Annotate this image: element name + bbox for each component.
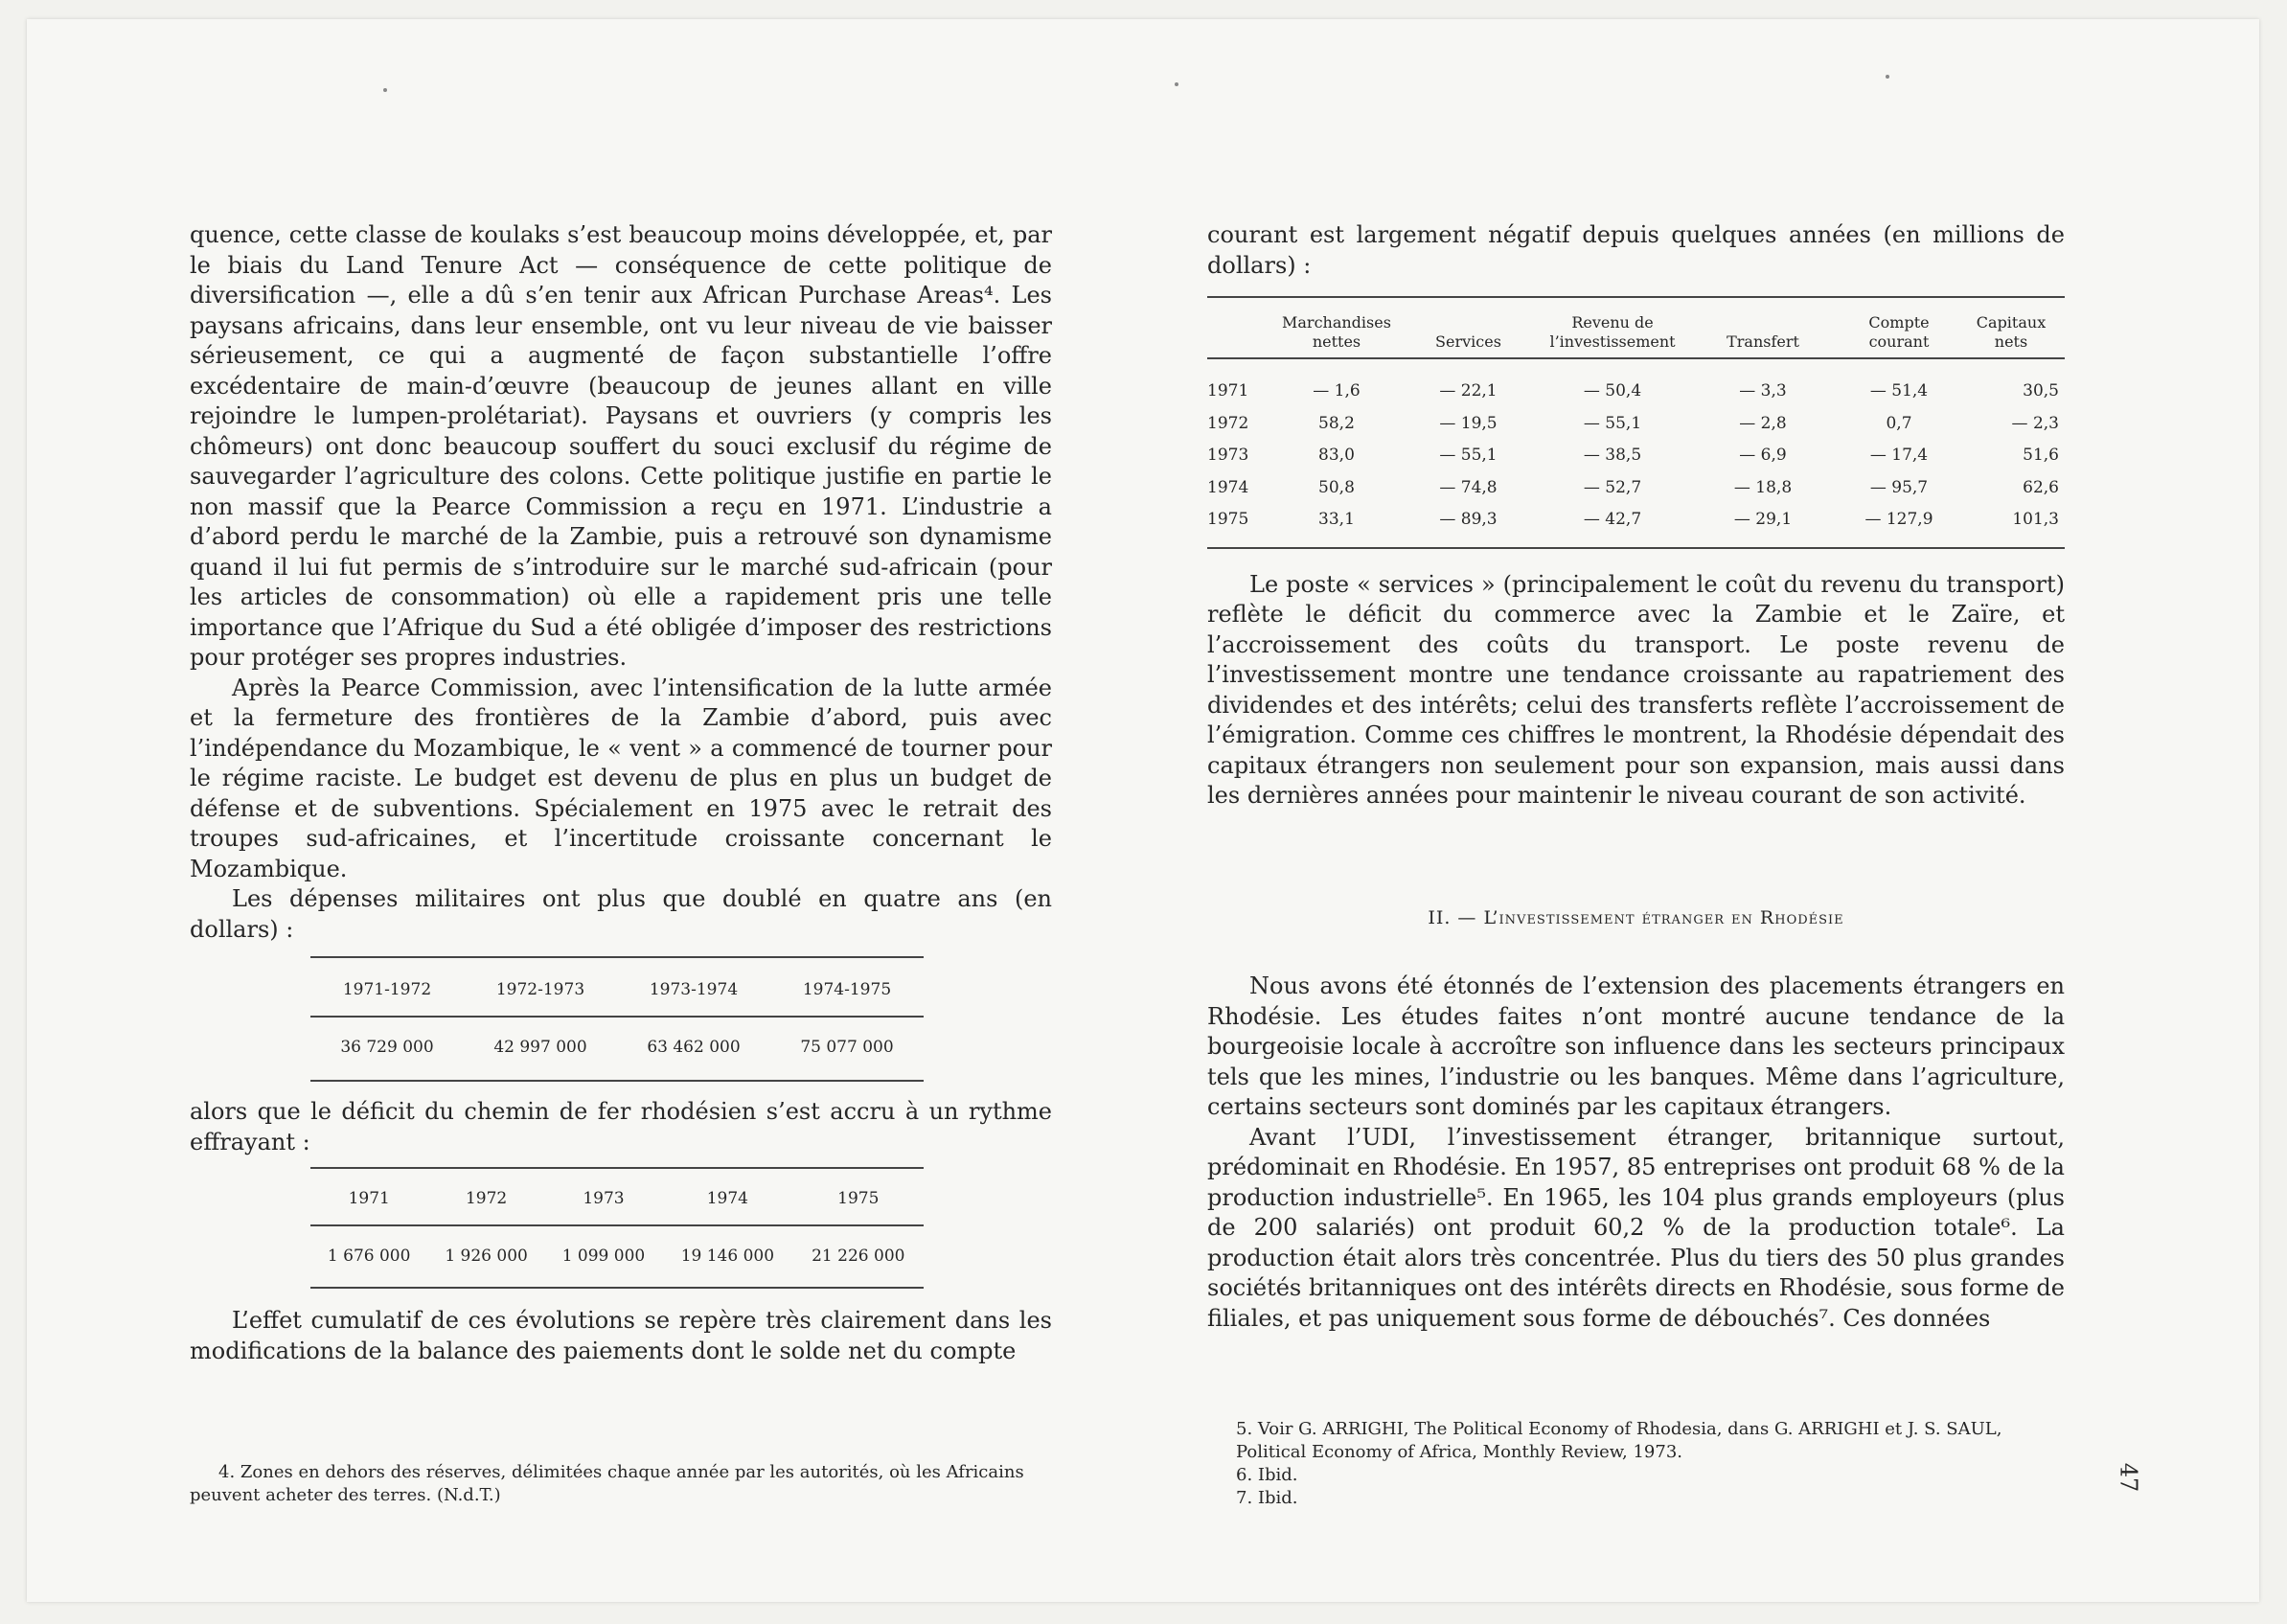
table-header-cell: Marchandises nettes	[1276, 297, 1397, 358]
table-cell: 30,5	[2023, 381, 2059, 400]
table-header-cell: 1972	[427, 1168, 544, 1225]
table-cell: 51,6	[2023, 446, 2059, 465]
table-cell: 36 729 000	[310, 1017, 464, 1082]
table-cell: 75 077 000	[770, 1017, 924, 1082]
table-cell: — 6,9	[1739, 446, 1787, 465]
left-paragraph-4: alors que le déficit du chemin de fer rhodésien s’est accru à un rythme effrayant :	[190, 1098, 1052, 1155]
table-cell: 1972	[1207, 413, 1249, 433]
table-row	[310, 1225, 924, 1289]
table-header-cell: 1973	[545, 1168, 662, 1225]
table-cell: — 3,3	[1739, 381, 1787, 400]
table-cell: 62,6	[2023, 477, 2059, 497]
speck-mark	[1175, 82, 1178, 86]
right-paragraph-2: Le poste « services » (principalement le coût du revenu du transport) reflète le déficit du commerce avec la Zambie et le Zaïre, et l’accroissement des coûts du transport. Le poste revenu de l’investissement montre une tendance croissante au rapatriement des dividendes et des intérêts; celui des transferts reflète l’accroissement de l’émigration. Comme ces chiffres le montrent, la Rhodésie dépendait des capitaux étrangers non seulement pour son expansion, mais aussi dans les dernières années pour maintenir le niveau courant de son activité.	[1207, 570, 2065, 809]
table-header-cell: Capitaux nets	[1957, 297, 2065, 358]
table-cell: 1973	[1207, 446, 1249, 465]
table-cell: — 1,6	[1313, 381, 1361, 400]
table-cell: — 22,1	[1439, 381, 1498, 400]
speck-mark	[383, 88, 387, 92]
table-header-row	[310, 957, 924, 1017]
table-cell: 19 146 000	[662, 1225, 792, 1289]
left-paragraph-3: Les dépenses militaires ont plus que doublé en quatre ans (en dollars) :	[190, 885, 1052, 943]
table-cell: — 127,9	[1841, 504, 1957, 548]
left-paragraph-5: L’effet cumulatif de ces évolutions se repère très clairement dans les modifications de la balance des paiements dont le solde net du compte	[190, 1307, 1052, 1364]
table-cell: 1 926 000	[427, 1225, 544, 1289]
table-cell: — 38,5	[1583, 446, 1642, 465]
table-cell: — 74,8	[1439, 477, 1498, 497]
table-cell: 1975	[1207, 504, 1276, 548]
table-header-cell: 1974-1975	[770, 957, 924, 1017]
table-header-cell: 1974	[662, 1168, 792, 1225]
speck-mark	[1886, 75, 1889, 79]
footnote-5: 5. Voir G. ARRIGHI, The Political Economy of Rhodesia, dans G. ARRIGHI et J. S. SAUL, Political Economy of Africa, Monthly Review, 1973.	[1236, 1419, 2002, 1462]
military-spending-table	[310, 956, 924, 1082]
table-cell: 42 997 000	[464, 1017, 617, 1082]
table-cell: — 2,8	[1739, 413, 1787, 433]
section-heading: II. — L’investissement étranger en Rhodésie	[1428, 906, 1844, 928]
table-cell: — 55,1	[1583, 413, 1642, 433]
table-cell: — 51,4	[1869, 381, 1929, 400]
table-cell: 83,0	[1318, 446, 1355, 465]
table-cell: 21 226 000	[793, 1225, 924, 1289]
table-cell: — 42,7	[1540, 504, 1685, 548]
table-cell: — 2,3	[2011, 413, 2059, 433]
table-header-cell	[1207, 297, 1276, 358]
table-cell: — 95,7	[1869, 477, 1929, 497]
table-cell: 58,2	[1318, 413, 1355, 433]
table-header-row	[310, 1168, 924, 1225]
table-cell: — 29,1	[1685, 504, 1841, 548]
table-cell: 1 099 000	[545, 1225, 662, 1289]
table-header-cell: Revenu de l’investissement	[1540, 297, 1685, 358]
table-cell: 33,1	[1276, 504, 1397, 548]
table-cell: — 19,5	[1439, 413, 1498, 433]
table-cell: 0,7	[1886, 413, 1912, 433]
table-header-cell: 1971	[310, 1168, 427, 1225]
table-cell: 63 462 000	[617, 1017, 770, 1082]
right-paragraph-3: Nous avons été étonnés de l’extension des placements étrangers en Rhodésie. Les études faites n’ont montré aucune tendance de la bourgeoisie locale à accroître son influence dans les secteurs principaux tels que les mines, l’industrie ou les banques. Même dans l’agriculture, certains secteurs sont dominés par les capitaux étrangers.	[1207, 972, 2065, 1120]
table-header-cell: 1975	[793, 1168, 924, 1225]
table-header-cell: Services	[1397, 297, 1540, 358]
table-header-cell: 1973-1974	[617, 957, 770, 1017]
page-number: 47	[2115, 1462, 2142, 1493]
table-cell: — 52,7	[1583, 477, 1642, 497]
left-paragraph-2: Après la Pearce Commission, avec l’intensification de la lutte armée et la fermeture des frontières de la Zambie d’abord, puis avec l’indépendance du Mozambique, le « vent » a commencé de tourner pour le régime raciste. Le budget est devenu de plus en plus un budget de défense et de subventions. Spécialement en 1975 avec le retrait des troupes sud-africaines, et l’incertitude croissante concernant le Mozambique.	[190, 674, 1052, 882]
table-header-cell: 1971-1972	[310, 957, 464, 1017]
table-row	[1207, 440, 2065, 472]
left-paragraph-1: quence, cette classe de koulaks s’est beaucoup moins développée, et, par le biais du Land Tenure Act — conséquence de cette politique de diversification —, elle a dû s’en tenir aux African Purchase Areas⁴. Les paysans africains, dans leur ensemble, ont vu leur niveau de vie baisser sérieusement, ce qui a augmenté de façon substantielle l’offre excédentaire de main-d’œuvre (beaucoup de jeunes allant en ville rejoindre le lumpen-prolétariat). Paysans et ouvriers (y compris les chômeurs) ont donc beaucoup souffert du souci exclusif du régime de sauvegarder l’agriculture des colons. Cette politique justifie en partie le non massif que la Pearce Commission a reçu en 1971. L’industrie a d’abord perdu le marché de la Zambie, puis a retrouvé son dynamisme quand il lui fut permis de s’introduire sur le marché sud-africain (pour les articles de consommation) où elle a rapidement pris une telle importance que l’Afrique du Sud a été obligée d’imposer des restrictions pour protéger ses propres industries.	[190, 221, 1052, 671]
table-row	[1207, 504, 2065, 548]
balance-of-payments-table	[1207, 296, 2065, 549]
table-cell: — 89,3	[1397, 504, 1540, 548]
table-header-cell: Transfert	[1685, 297, 1841, 358]
table-row	[310, 1017, 924, 1082]
table-row	[1207, 408, 2065, 441]
table-cell: 50,8	[1318, 477, 1355, 497]
table-cell: 1974	[1207, 477, 1249, 497]
right-paragraph-4: Avant l’UDI, l’investissement étranger, britannique surtout, prédominait en Rhodésie. En 1957, 85 entreprises ont produit 68 % de la production industrielle⁵. En 1965, les 104 plus grands employeurs (plus de 200 salariés) ont produit 60,2 % de la production totale⁶. La production était alors très concentrée. Plus du tiers des 50 plus grandes sociétés britanniques ont des intérêts directs en Rhodésie, sous forme de filiales, et pas uniquement sous forme de débouchés⁷. Ces données	[1207, 1123, 2065, 1332]
table-header-cell: Compte courant	[1841, 297, 1957, 358]
table-cell: — 18,8	[1733, 477, 1793, 497]
table-cell: — 55,1	[1439, 446, 1498, 465]
railway-deficit-table	[310, 1167, 924, 1289]
right-paragraph-1: courant est largement négatif depuis quelques années (en millions de dollars) :	[1207, 221, 2065, 279]
table-row	[1207, 358, 2065, 408]
footnotes-right	[1207, 1418, 2065, 1510]
footnote-text: 4. Zones en dehors des réserves, délimitées chaque année par les autorités, où les Africains peuvent acheter des terres. (N.d.T.)	[190, 1462, 1024, 1505]
table-cell: — 17,4	[1869, 446, 1929, 465]
scanned-page	[27, 19, 2259, 1602]
footnote-7: 7. Ibid.	[1236, 1488, 1298, 1508]
table-cell: 1 676 000	[310, 1225, 427, 1289]
footnote-6: 6. Ibid.	[1236, 1465, 1298, 1485]
table-row	[1207, 472, 2065, 505]
table-header-row	[1207, 297, 2065, 358]
left-column	[190, 220, 1052, 1366]
table-header-cell: 1972-1973	[464, 957, 617, 1017]
table-cell: 1971	[1207, 381, 1249, 400]
right-column	[1207, 220, 2065, 1334]
table-cell: 101,3	[1957, 504, 2065, 548]
table-cell: — 50,4	[1583, 381, 1642, 400]
footnote-4	[190, 1461, 1052, 1507]
